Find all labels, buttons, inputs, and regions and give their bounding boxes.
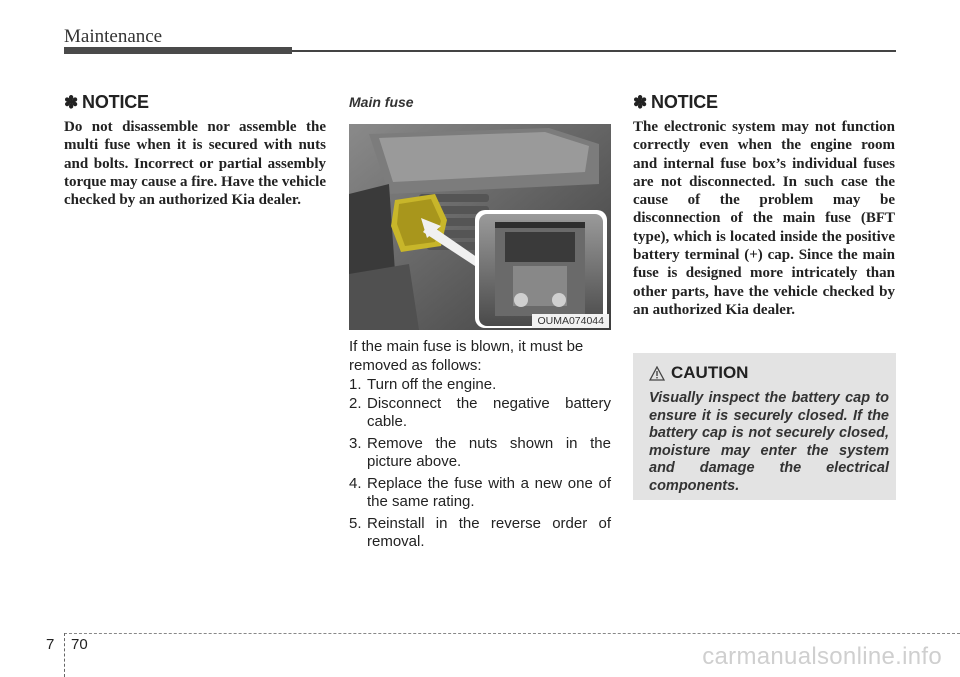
caution-text: Visually inspect the battery cap to ensure it is securely closed. If the battery cap is not securely closed, moisture may enter the system and damage the electrical components. <box>649 390 889 494</box>
right-notice-text: The electronic system may not function correctly even when the engine room and internal fuse box’s individual fuses are not disconnected. In such case the cause of the problem may be disconnection of the main fuse (BFT type), which is located inside the positive battery terminal (+) cap. Since the main fuse is designed more intricately than other parts, have the vehicle checked by an authorized Kia dealer. <box>633 119 895 318</box>
watermark: carmanualsonline.info <box>702 643 942 670</box>
left-notice-text: Do not disassemble nor assemble the multi fuse when it is secured with nuts and bolts. Incorrect or partial assembly torque may cause a fire. Have the vehicle checked by an authorized Kia dealer. <box>64 119 326 209</box>
notice-star-icon: ✽ <box>633 93 648 112</box>
right-notice-title: NOTICE <box>651 92 718 112</box>
page-number: 70 <box>71 636 88 653</box>
removal-steps-list <box>349 376 611 555</box>
caution-box <box>633 353 896 500</box>
notice-star-icon: ✽ <box>64 93 79 112</box>
engine-bay-illustration <box>349 124 611 330</box>
main-fuse-title: Main fuse <box>349 94 414 110</box>
left-notice-title: NOTICE <box>82 92 149 112</box>
main-fuse-intro: If the main fuse is blown, it must be removed as follows: <box>349 338 584 374</box>
list-item: 2. Disconnect the negative battery cable. <box>349 394 611 430</box>
header-bar <box>64 47 292 54</box>
left-notice-heading <box>64 92 149 113</box>
list-item: 3. Remove the nuts shown in the picture above. <box>349 434 611 470</box>
photo-code: OUMA074044 <box>532 314 609 328</box>
right-notice-heading <box>633 92 718 113</box>
caution-title: CAUTION <box>671 363 749 382</box>
caution-heading <box>649 363 748 383</box>
chapter-number: 7 <box>46 636 55 653</box>
main-fuse-photo <box>349 124 611 330</box>
footer-rule <box>64 633 960 634</box>
list-item: 1. Turn off the engine. <box>349 376 497 393</box>
list-item: 4. Replace the fuse with a new one of the same rating. <box>349 474 611 510</box>
list-item: 5. Reinstall in the reverse order of removal. <box>349 514 611 550</box>
page-divider <box>64 633 66 677</box>
section-title: Maintenance <box>64 26 163 47</box>
warning-triangle-icon <box>649 366 665 381</box>
